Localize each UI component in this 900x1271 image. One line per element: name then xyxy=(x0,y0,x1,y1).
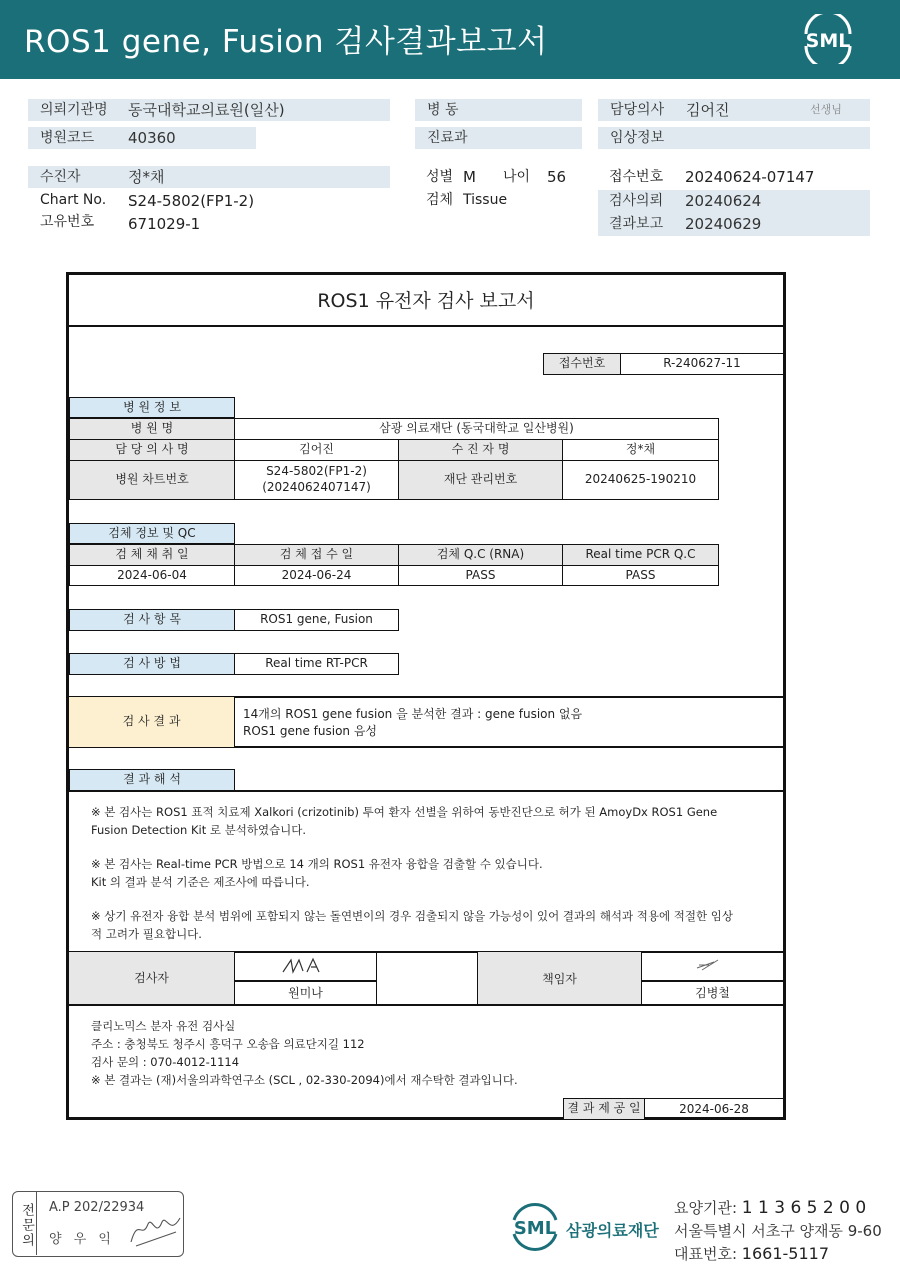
item-value: ROS1 gene, Fusion xyxy=(234,609,399,631)
doctor-value: 김어진 xyxy=(686,101,730,119)
sex-value: M xyxy=(463,168,476,186)
stamp-title: 전문의 xyxy=(13,1192,37,1255)
age-value: 56 xyxy=(547,168,567,186)
org-phone-line xyxy=(674,1242,829,1266)
req-value: 20240624 xyxy=(685,192,762,210)
org-logo-text: SML xyxy=(513,1218,557,1239)
resp-signature xyxy=(694,956,724,974)
patient-label: 수진자 xyxy=(40,169,81,185)
interp-2a: ※ 본 검사는 Real-time PCR 방법으로 14 개의 ROS1 유전자 융합을 검출할 수 있습니다. xyxy=(91,857,543,871)
doctor-row xyxy=(598,99,870,121)
tester-cell xyxy=(235,952,377,1005)
patient-label: 수 진 자 명 xyxy=(398,439,563,461)
org-code-value: 1 1 3 6 5 2 0 0 xyxy=(741,1198,867,1218)
req-label: 검사의뢰 xyxy=(609,193,664,209)
inst-label: 의뢰기관명 xyxy=(40,102,108,118)
logo-text: SML xyxy=(805,30,851,52)
resp-label: 책임자 xyxy=(477,952,642,1005)
patient-row xyxy=(28,166,390,188)
lab-tel: 검사 문의 : 070-4012-1114 xyxy=(91,1055,240,1069)
divider xyxy=(69,1004,783,1006)
doctor-label: 담 당 의 사 명 xyxy=(69,439,235,461)
report-value: 20240629 xyxy=(685,215,762,233)
chart-value-2: (2024062407147) xyxy=(262,480,371,494)
page-title: ROS1 gene, Fusion 검사결과보고서 xyxy=(24,24,548,60)
ward-label: 병 동 xyxy=(427,102,459,118)
patient-value: 정*채 xyxy=(128,168,165,186)
col-qc: 검체 Q.C (RNA) xyxy=(398,544,563,566)
uid-label: 고유번호 xyxy=(40,214,95,230)
interp-3b: 적 고려가 필요합니다. xyxy=(91,927,202,941)
pathologist-stamp xyxy=(12,1191,184,1257)
sml-logo xyxy=(798,14,858,64)
interp-2b: Kit 의 결과 분석 기준은 제조사에 따릅니다. xyxy=(91,875,310,889)
org-phone-label: 대표번호: xyxy=(674,1245,738,1263)
doctor-suffix: 선생님 xyxy=(810,103,842,116)
col-collect: 검 체 채 취 일 xyxy=(69,544,235,566)
lab-info xyxy=(91,1017,771,1089)
inst-value: 동국대학교의료원(일산) xyxy=(128,101,285,119)
org-phone-value: 1661-5117 xyxy=(741,1244,830,1263)
col-receive: 검 체 접 수 일 xyxy=(234,544,399,566)
chart-value: S24-5802(FP1-2) xyxy=(128,192,255,210)
result-line-1: 14개의 ROS1 gene fusion 을 분석한 결과 : gene fusion 없음 xyxy=(243,707,583,721)
interp-label: 결 과 해 석 xyxy=(69,769,235,791)
interp-para-3 xyxy=(91,907,771,943)
dept-label: 진료과 xyxy=(427,130,468,146)
divider xyxy=(69,790,783,792)
doctor-value: 김어진 xyxy=(234,439,399,461)
col-pcr: Real time PCR Q.C xyxy=(562,544,719,566)
hosp-section: 병 원 정 보 xyxy=(69,397,235,418)
ward-row xyxy=(415,99,582,121)
recv-label: 접수번호 xyxy=(609,169,664,185)
tester-name: 원미나 xyxy=(288,986,323,1000)
recv-no-label: 접수번호 xyxy=(543,353,621,375)
lab-address: 주소 : 충청북도 청주시 흥덕구 오송읍 의료단지길 112 xyxy=(91,1037,365,1051)
method-value: Real time RT-PCR xyxy=(234,653,399,675)
org-address: 서울특별시 서초구 양재동 9-60 xyxy=(674,1222,882,1240)
org-logo xyxy=(508,1198,562,1256)
provide-label: 결 과 제 공 일 xyxy=(563,1098,645,1120)
clinical-row xyxy=(598,127,870,149)
val-qc: PASS xyxy=(398,565,563,586)
result-text xyxy=(243,706,582,740)
chart-value-cell xyxy=(234,460,399,500)
code-label: 병원코드 xyxy=(40,130,95,146)
code-row xyxy=(28,127,256,149)
chart-label: Chart No. xyxy=(40,192,107,208)
method-label: 검 사 방 법 xyxy=(69,653,235,675)
result-line-2: ROS1 gene fusion 음성 xyxy=(243,724,378,738)
mgmt-value: 20240625-190210 xyxy=(562,460,719,500)
inst-row xyxy=(28,99,390,121)
age-label: 나이 xyxy=(503,169,531,185)
mgmt-label: 재단 관리번호 xyxy=(398,460,563,500)
chart-value-1: S24-5802(FP1-2) xyxy=(266,464,367,479)
chart-label: 병원 차트번호 xyxy=(69,460,235,500)
report-document xyxy=(66,272,786,1120)
val-collect: 2024-06-04 xyxy=(69,565,235,586)
interp-3a: ※ 상기 유전자 융합 분석 범위에 포함되지 않는 돌연변이의 경우 검출되지 않을 가능성이 있어 결과의 해석과 적용에 적절한 임상 xyxy=(91,909,733,923)
recv-value: 20240624-07147 xyxy=(685,168,815,186)
dept-row xyxy=(415,127,582,149)
report-title: ROS1 유전자 검사 보고서 xyxy=(69,275,783,327)
specimen-label: 검체 xyxy=(426,192,454,208)
provide-value: 2024-06-28 xyxy=(644,1098,783,1120)
resp-name: 김병철 xyxy=(695,986,730,1000)
lab-note: ※ 본 결과는 (재)서울의과학연구소 (SCL , 02-330-2094)에서 재수탁한 결과입니다. xyxy=(91,1073,518,1087)
stamp-ap: A.P 202/22934 xyxy=(49,1200,145,1215)
org-code-line xyxy=(674,1196,866,1220)
item-label: 검 사 항 목 xyxy=(69,609,235,631)
stamp-signature xyxy=(128,1212,184,1250)
recv-no-value: R-240627-11 xyxy=(620,353,784,375)
interp-para-1 xyxy=(91,803,771,839)
code-value: 40360 xyxy=(128,129,176,147)
interp-1a: ※ 본 검사는 ROS1 표적 치료제 Xalkori (crizotinib) 투여 환자 선별을 위하여 동반진단으로 허가 된 AmoyDx ROS1 Gene xyxy=(91,805,718,819)
lab-name: 클리노믹스 분자 유전 검사실 xyxy=(91,1019,236,1033)
sex-label: 성별 xyxy=(426,169,454,185)
org-code-label: 요양기관: xyxy=(674,1199,738,1217)
val-receive: 2024-06-24 xyxy=(234,565,399,586)
val-pcr: PASS xyxy=(562,565,719,586)
req-report-box xyxy=(598,190,870,236)
header-bar xyxy=(0,0,900,79)
org-name: 삼광의료재단 xyxy=(566,1221,659,1240)
result-label: 검 사 결 과 xyxy=(69,697,235,747)
interp-para-2 xyxy=(91,855,771,891)
spec-section: 검체 정보 및 QC xyxy=(69,523,235,544)
uid-value: 671029-1 xyxy=(128,215,201,233)
resp-cell xyxy=(642,952,783,1005)
doctor-label: 담당의사 xyxy=(610,102,665,118)
stamp-name: 양 우 익 xyxy=(49,1232,115,1247)
interp-1b: Fusion Detection Kit 로 분석하였습니다. xyxy=(91,823,307,837)
hosp-name-label: 병 원 명 xyxy=(69,418,235,440)
hosp-name-value: 삼광 의료재단 (동국대학교 일산병원) xyxy=(234,418,719,440)
tester-signature xyxy=(281,956,331,976)
clinical-label: 임상정보 xyxy=(610,130,665,146)
patient-value: 정*채 xyxy=(562,439,719,461)
report-label: 결과보고 xyxy=(609,216,664,232)
tester-label: 검사자 xyxy=(69,952,235,1005)
specimen-value: Tissue xyxy=(463,192,508,208)
